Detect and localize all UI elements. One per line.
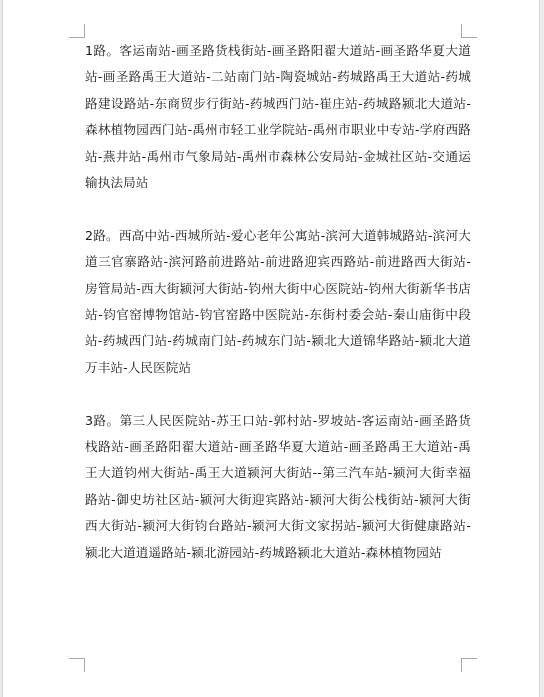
document-body[interactable]: [85, 38, 471, 566]
route-2-paragraph: 2路。西高中站-西城所站-爱心老年公寓站-滨河大道韩城路站-滨河大道三官寨路站-滨河路前进路站-前进路迎宾西路站-前进路西大街站-房管局站-西大街颍河大街站-钧州大街中心医院站-钧州大街新华书店站-钧官窑博物馆站-钧官窑路中医院站-东街村委会站-秦山庙街中段站-药城西门站-药城南门站-药城东门站-颍北大道锦华路站-颍北大道万丰站-人民医院站: [85, 227, 471, 375]
crop-mark-top-right: [461, 24, 477, 38]
route-3-paragraph: 3路。第三人民医院站-苏王口站-郭村站-罗坡站-客运南站-画圣路货栈路站-画圣路阳翟大道站-画圣路华夏大道站-画圣路禹王大道站-禹王大道钧州大街站-禹王大道颍河大街站--第三汽车站-颍河大街幸福路站-御史坊社区站-颍河大街迎宾路站-颍河大街公栈街站-颍河大街西大街站-颍河大街钧台路站-颍河大街文家拐站-颍河大街健康路站-颍北大道逍遥路站-颍北游园站-药城路颍北大道站-森林植物园站: [85, 412, 471, 560]
route-1-paragraph: 1路。客运南站-画圣路货栈街站-画圣路阳翟大道站-画圣路华夏大道站-画圣路禹王大道站-二站南门站-陶瓷城站-药城路禹王大道站-药城路建设路站-东商贸步行街站-药城西门站-崔庄站-药城路颍北大道站-森林植物园西门站-禹州市轻工业学院站-禹州市职业中专站-学府西路站-燕井站-禹州市气象局站-禹州市森林公安局站-金城社区站-交通运输执法局站: [85, 43, 471, 191]
crop-mark-bottom-left: [69, 658, 85, 672]
crop-mark-top-left: [69, 24, 85, 38]
document-page: [2, 0, 540, 697]
crop-mark-bottom-right: [461, 658, 477, 672]
